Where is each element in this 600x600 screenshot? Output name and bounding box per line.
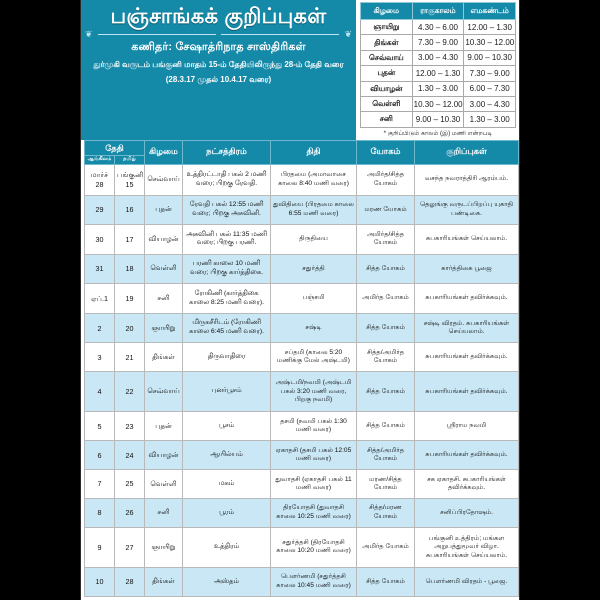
cell-date-english: 10 [85, 567, 115, 596]
cell-yogam: சித்த/அமிர்த யோகம் [357, 441, 415, 470]
cell-yogam: அமிர்த/சித்த யோகம் [357, 225, 415, 255]
cell-kurippugal: வசந்த நவராத்திரி ஆரம்பம். [415, 164, 519, 195]
cell-kurippugal: சஷ்டி விரதம். சுபகாரியங்கள் செய்யலாம். [415, 313, 519, 343]
rahukalam-cell-ema: 6.00 – 7.30 [464, 81, 516, 96]
rahukalam-cell-ema: 1.30 – 3.00 [464, 112, 516, 127]
cell-thithi: துவாதசி (ஏகாதசி பகல் 11 மணி வரை) [271, 470, 357, 499]
table-row [85, 254, 519, 284]
rahukalam-cell-weekday: செவ்வாய் [361, 50, 413, 65]
cell-kurippugal: சனிப்பிரதோஷம். [415, 499, 519, 528]
cell-date-tamil: 20 [115, 313, 145, 343]
cell-kurippugal: சுபகாரியங்கள் தவிர்க்கவும். [415, 372, 519, 412]
cell-thithi: தசமி (நவமி பகல் 1:30 மணி வரை) [271, 412, 357, 441]
cell-date-english: 9 [85, 527, 115, 567]
header-kurippugal: குறிப்புகள் [415, 140, 519, 164]
rahukalam-header-row [361, 3, 516, 20]
cell-yogam: சித்த யோகம் [357, 412, 415, 441]
rahukalam-row [361, 112, 516, 127]
ornament-right-icon: ❦ [344, 29, 352, 40]
cell-thithi: அஷ்டமி/நவமி (அஷ்டமி பகல் 3:20 மணி வரை, பிறகு நவமி) [271, 372, 357, 412]
cell-yogam: சித்த/மரண யோகம் [357, 499, 415, 528]
table-row [85, 313, 519, 343]
cell-natchathiram: அசுவினி பகல் 11:35 மணி வரை; பிறகு பரணி. [183, 225, 271, 255]
cell-weekday: வியாழன் [145, 225, 183, 255]
cell-date-tamil: 18 [115, 254, 145, 284]
cell-date-tamil: 23 [115, 412, 145, 441]
cell-weekday: புதன் [145, 195, 183, 225]
panchangam-header-row-1 [85, 140, 519, 155]
rahukalam-cell-rahu: 9.00 – 10.30 [412, 112, 464, 127]
cell-date-english: 31 [85, 254, 115, 284]
rahukalam-cell-rahu: 10.30 – 12.00 [412, 96, 464, 111]
table-row [85, 441, 519, 470]
cell-thithi: சதுர்த்தி [271, 254, 357, 284]
cell-thithi: திரயோதசி (துவாதசி காலை 10:25 மணி வரை) [271, 499, 357, 528]
cell-kurippugal: சுபகாரியங்கள் தவிர்க்கவும். [415, 441, 519, 470]
masthead [81, 0, 356, 140]
cell-date-tamil: 24 [115, 441, 145, 470]
cell-natchathiram: உத்திரட்டாதி பகல் 2 மணி வரை; பிறகு ரேவதி. [183, 164, 271, 195]
date-range-line-2: (28.3.17 முதல் 10.4.17 வரை) [165, 74, 272, 84]
cell-date-english: ஏப்.1 [85, 284, 115, 314]
cell-date-english: 7 [85, 470, 115, 499]
table-row [85, 284, 519, 314]
cell-date-english: மார்ச் 28 [85, 164, 115, 195]
rahukalam-row [361, 96, 516, 111]
cell-weekday: புதன் [145, 412, 183, 441]
date-range-line-1: துர்முகி வருடம் பங்குனி மாதம் 15-ம் தேதியிலிருந்து 28-ம் தேதி வரை [93, 60, 344, 70]
cell-date-tamil: 16 [115, 195, 145, 225]
header-weekday: கிழமை [145, 140, 183, 164]
cell-natchathiram: ரோகிணி (கார்த்திகை காலை 8:25 மணி வரை). [183, 284, 271, 314]
cell-date-tamil: 27 [115, 527, 145, 567]
author-credit: கணிதர்: சேஷாத்ரிநாத சாஸ்திரிகள் [131, 41, 306, 54]
rahukalam-cell-rahu: 1.30 – 3.00 [412, 81, 464, 96]
rahukalam-footnote: * குறிப்பிடும் காலம் (இ) மணி என்றபடி [383, 129, 493, 137]
cell-yogam: மரண/சித்த யோகம் [357, 470, 415, 499]
cell-date-english: 3 [85, 343, 115, 372]
rahukalam-cell-ema: 3.00 – 4.30 [464, 96, 516, 111]
cell-date-tamil: 28 [115, 567, 145, 596]
rahukalam-cell-weekday: ஞாயிறு [361, 20, 413, 35]
cell-yogam: அமிர்த யோகம் [357, 527, 415, 567]
rahukalam-col-weekday: கிழமை [361, 3, 413, 20]
cell-natchathiram: பூசம் [183, 412, 271, 441]
cell-kurippugal: சக ஏகாதசி. சுபகாரியங்கள் தவிர்க்கவும். [415, 470, 519, 499]
panchangam-table [84, 140, 519, 597]
rahukalam-cell-rahu: 3.00 – 4.30 [412, 50, 464, 65]
cell-thithi: பௌர்ணமி (சதுர்த்தசி காலை 10:45 மணி வரை) [271, 567, 357, 596]
cell-yogam: சித்த யோகம் [357, 313, 415, 343]
panchangam-table-wrap [81, 140, 519, 600]
cell-weekday: செவ்வாய் [145, 164, 183, 195]
cell-weekday: ஞாயிறு [145, 313, 183, 343]
table-row [85, 164, 519, 195]
rahukalam-row [361, 35, 516, 50]
rahukalam-col-rahu: ராகுகாலம் [412, 3, 464, 20]
header-date-group: தேதி [85, 140, 145, 155]
cell-weekday: செவ்வாய் [145, 372, 183, 412]
rahukalam-cell-weekday: வெள்ளி [361, 96, 413, 111]
ornament-left-icon: ❦ [85, 29, 93, 40]
cell-thithi: பஞ்சமி [271, 284, 357, 314]
cell-yogam: சித்த/அமிர்த யோகம் [357, 343, 415, 372]
cell-weekday: சனி [145, 499, 183, 528]
cell-natchathiram: திருவாதிரை [183, 343, 271, 372]
header-thithi: திதி [271, 140, 357, 164]
cell-date-tamil: 25 [115, 470, 145, 499]
cell-date-tamil: 21 [115, 343, 145, 372]
cell-date-english: 4 [85, 372, 115, 412]
cell-kurippugal: சுபகாரியங்கள் செய்யலாம். [415, 225, 519, 255]
panchangam-sheet [80, 0, 520, 600]
cell-kurippugal: ஸ்ரீராம நவமி [415, 412, 519, 441]
cell-weekday: வெள்ளி [145, 470, 183, 499]
header-date-tamil: தமிழ் [115, 155, 145, 164]
cell-natchathiram: பூரம் [183, 499, 271, 528]
table-row [85, 527, 519, 567]
table-row [85, 470, 519, 499]
title-divider [85, 30, 352, 39]
cell-date-english: 30 [85, 225, 115, 255]
cell-date-english: 8 [85, 499, 115, 528]
top-strip [81, 0, 519, 140]
cell-weekday: வெள்ளி [145, 254, 183, 284]
cell-yogam: மரண யோகம் [357, 195, 415, 225]
cell-date-tamil: 26 [115, 499, 145, 528]
panchangam-body [85, 164, 519, 596]
divider-line-left [98, 34, 216, 35]
cell-natchathiram: ரேவதி பகல் 12:55 மணி வரை; பிறகு அசுவினி. [183, 195, 271, 225]
cell-thithi: ஏகாதசி (தசமி பகல் 12:05 மணி வரை) [271, 441, 357, 470]
cell-date-tamil: 19 [115, 284, 145, 314]
cell-weekday: வியாழன் [145, 441, 183, 470]
cell-thithi: சஷ்டி [271, 313, 357, 343]
cell-date-english: 6 [85, 441, 115, 470]
cell-date-english: 5 [85, 412, 115, 441]
cell-date-tamil: 22 [115, 372, 145, 412]
cell-date-tamil: 17 [115, 225, 145, 255]
rahukalam-row [361, 50, 516, 65]
cell-thithi: பிரதமை (அமாவாசை காலை 8:40 மணி வரை) [271, 164, 357, 195]
table-row [85, 499, 519, 528]
cell-natchathiram: உத்திரம் [183, 527, 271, 567]
table-row [85, 372, 519, 412]
rahukalam-body [361, 20, 516, 128]
cell-kurippugal: சுபகாரியங்கள் தவிர்க்கவும். [415, 343, 519, 372]
rahukalam-cell-rahu: 7.30 – 9.00 [412, 35, 464, 50]
cell-thithi: துவிதியை (பிரதமை காலை 6:55 மணி வரை) [271, 195, 357, 225]
cell-natchathiram: ஆயில்யம் [183, 441, 271, 470]
cell-thithi: திருதியை [271, 225, 357, 255]
rahukalam-row [361, 66, 516, 81]
cell-thithi: சதுர்த்தசி (திரயோதசி காலை 10:20 மணி வரை) [271, 527, 357, 567]
cell-natchathiram: மிருகசீரிடம் (ரோகிணி காலை 6:45 மணி வரை). [183, 313, 271, 343]
cell-natchathiram: புனர்பூசம் [183, 372, 271, 412]
rahukalam-cell-ema: 7.30 – 9.00 [464, 66, 516, 81]
header-yogam: யோகம் [357, 140, 415, 164]
rahukalam-cell-weekday: திங்கள் [361, 35, 413, 50]
rahukalam-cell-weekday: சனி [361, 112, 413, 127]
rahukalam-cell-ema: 9.00 – 10.30 [464, 50, 516, 65]
rahukalam-cell-rahu: 12.00 – 1.30 [412, 66, 464, 81]
rahukalam-panel [356, 0, 519, 140]
cell-natchathiram: மகம் [183, 470, 271, 499]
cell-yogam: அமிர்த யோகம் [357, 284, 415, 314]
cell-natchathiram: அஸ்தம் [183, 567, 271, 596]
cell-yogam: சித்த யோகம் [357, 372, 415, 412]
cell-weekday: ஞாயிறு [145, 527, 183, 567]
cell-date-english: 29 [85, 195, 115, 225]
rahukalam-row [361, 81, 516, 96]
rahukalam-cell-rahu: 4.30 – 6.00 [412, 20, 464, 35]
cell-date-english: 2 [85, 313, 115, 343]
rahukalam-table [360, 2, 516, 128]
cell-thithi: சப்தமி (காலை 5:20 மணிக்கு மேல் அஷ்டமி) [271, 343, 357, 372]
table-row [85, 195, 519, 225]
cell-kurippugal: கார்த்திகை பூஜை [415, 254, 519, 284]
rahukalam-cell-weekday: வியாழன் [361, 81, 413, 96]
cell-kurippugal: பௌர்ணமி விரதம் - பூஜை. [415, 567, 519, 596]
cell-yogam: அமிர்த/சித்த யோகம் [357, 164, 415, 195]
cell-yogam: சித்த யோகம் [357, 567, 415, 596]
rahukalam-col-ema: எமகண்டம் [464, 3, 516, 20]
cell-natchathiram: பரணி காலை 10 மணி வரை; பிறகு கார்த்திகை. [183, 254, 271, 284]
table-row [85, 412, 519, 441]
table-row [85, 567, 519, 596]
rahukalam-row [361, 20, 516, 35]
rahukalam-cell-ema: 10.30 – 12.00 [464, 35, 516, 50]
rahukalam-cell-weekday: புதன் [361, 66, 413, 81]
cell-kurippugal: சுபகாரியங்கள் தவிர்க்கவும். [415, 284, 519, 314]
rahukalam-cell-ema: 12.00 – 1.30 [464, 20, 516, 35]
cell-date-tamil: பங்குனி 15 [115, 164, 145, 195]
cell-kurippugal: பங்குனி உத்திரம்; மங்கள அறுபத்துமூவர் விழா. சுபகாரியங்கள் செய்யலாம். [415, 527, 519, 567]
page-title: பஞ்சாங்கக் குறிப்புகள் [110, 5, 327, 28]
cell-weekday: திங்கள் [145, 567, 183, 596]
header-natchathiram: நட்சத்திரம் [183, 140, 271, 164]
table-row [85, 343, 519, 372]
cell-yogam: சித்த யோகம் [357, 254, 415, 284]
cell-kurippugal: தெலுங்கு வருடப்பிறப்பு யுகாதி பண்டிகை. [415, 195, 519, 225]
header-date-english: ஆங்கிலம் [85, 155, 115, 164]
table-row [85, 225, 519, 255]
cell-weekday: திங்கள் [145, 343, 183, 372]
divider-line-right [221, 34, 339, 35]
cell-weekday: சனி [145, 284, 183, 314]
